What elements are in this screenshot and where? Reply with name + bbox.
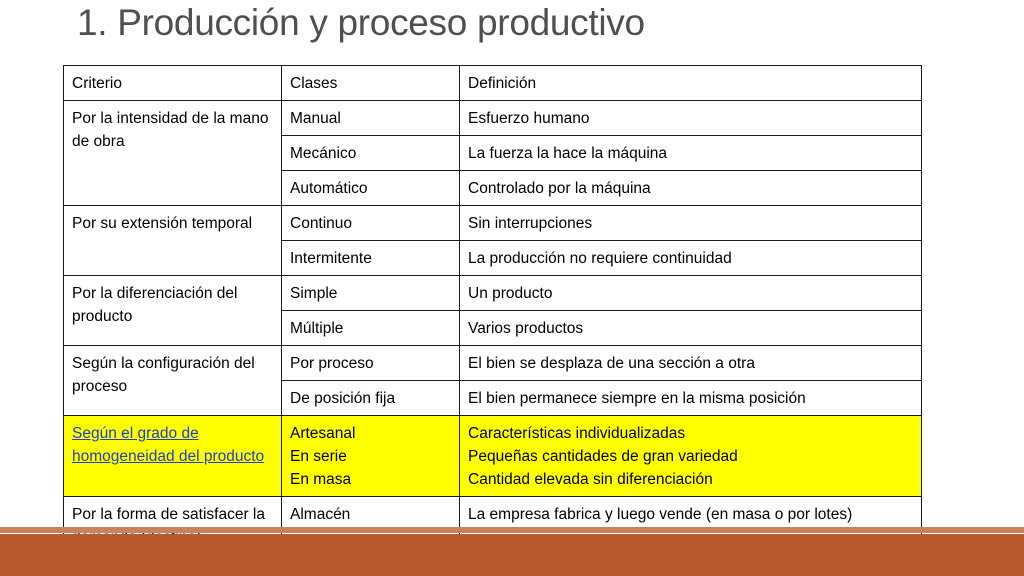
definicion-cell: La producción no requiere continuidad [460,241,922,276]
clase-cell: Por proceso [282,346,460,381]
criterio-cell: Por la forma de satisfacer la [64,497,282,567]
clase-cell: Mecánico [282,136,460,171]
table-row [64,276,922,311]
table-header-row [64,66,922,101]
definicion-line: Características individualizadas [468,425,686,442]
clase-line: En masa [290,471,352,488]
criterio-cell-highlighted[interactable] [64,416,282,497]
definicion-cell: Controlado por la máquina [460,171,922,206]
classification-table [63,65,922,567]
clase-cell: Múltiple [282,311,460,346]
clase-cell-multi [282,416,460,497]
header-definicion: Definición [460,66,922,101]
definicion-cell: Un producto [460,276,922,311]
clase-line: Artesanal [290,425,356,442]
clase-cell: Almacén [282,497,460,532]
clase-cell: De posición fija [282,381,460,416]
definicion-cell: La fuerza la hace la máquina [460,136,922,171]
criterio-cell: Según la configuración del proceso [64,346,282,416]
clase-cell: Automático [282,171,460,206]
definicion-line: Cantidad elevada sin diferenciación [468,471,713,488]
criterio-cell: Por la intensidad de la mano de obra [64,101,282,206]
header-criterio: Criterio [64,66,282,101]
criterio-cell: Por la diferenciación del producto [64,276,282,346]
table-row [64,346,922,381]
criterio-cell: Por su extensión temporal [64,206,282,276]
definicion-cell: Varios productos [460,311,922,346]
clase-cell: Simple [282,276,460,311]
table-row [64,101,922,136]
highlighted-row [64,416,922,497]
clase-line: En serie [290,448,347,465]
table-row [64,206,922,241]
clase-cell: Continuo [282,206,460,241]
clase-cell: Manual [282,101,460,136]
footer-bar [0,534,1024,576]
slide-title: 1. Producción y proceso productivo [77,2,645,43]
definicion-cell: El bien se desplaza de una sección a otra [460,346,922,381]
definicion-line: Pequeñas cantidades de gran variedad [468,448,738,465]
definicion-cell-multi [460,416,922,497]
definicion-cell: La empresa fabrica y luego vende (en masa o por lotes) [460,497,922,532]
footer-stripe [0,527,1024,533]
definicion-cell: Sin interrupciones [460,206,922,241]
clase-cell: Intermitente [282,241,460,276]
header-clases: Clases [282,66,460,101]
definicion-cell: El bien permanece siempre en la misma posición [460,381,922,416]
criterio-link[interactable]: Según el grado de homogeneidad del producto [72,425,265,465]
definicion-cell: Esfuerzo humano [460,101,922,136]
